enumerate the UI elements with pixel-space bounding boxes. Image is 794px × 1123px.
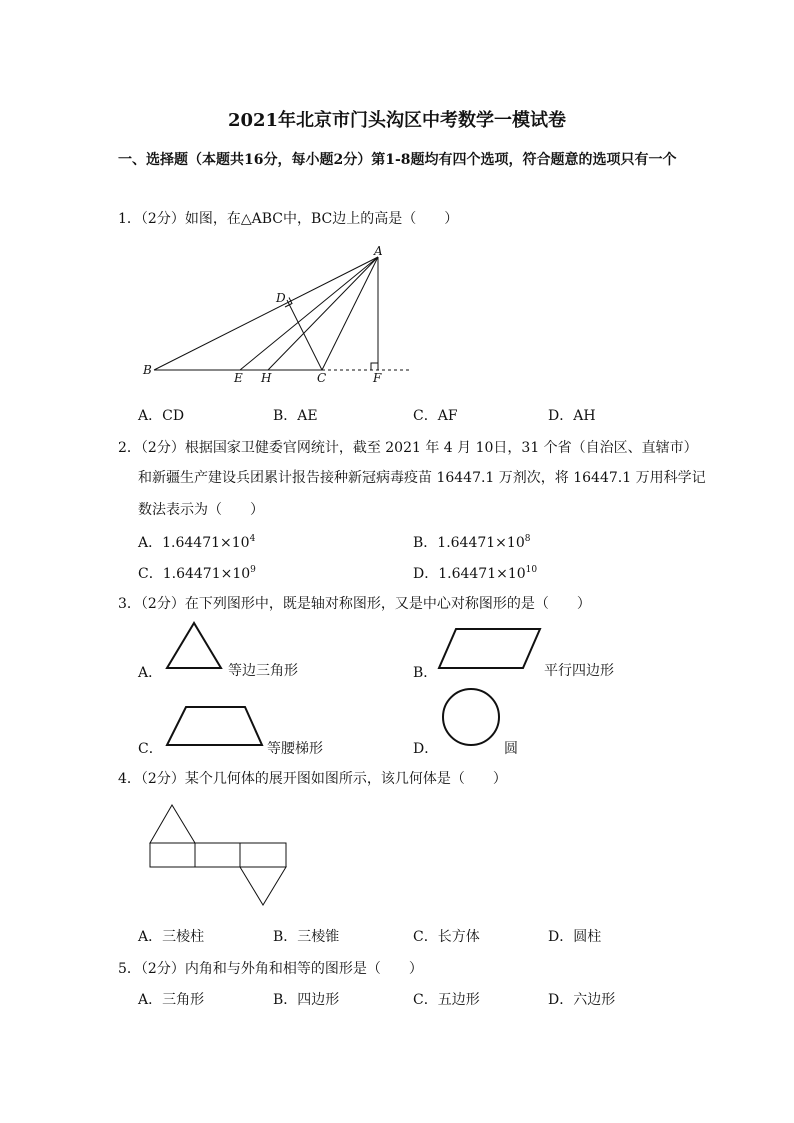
question-2-line-3: 数法表示为（ ） [138, 502, 264, 518]
q3-option-a-name: 等边三角形 [228, 663, 298, 679]
q2-option-b-exponent: 8 [524, 534, 531, 544]
q2-option-b-text: B．1.64471×10 [413, 535, 525, 551]
label-h: H [261, 371, 272, 385]
net-rect-1 [150, 843, 195, 867]
q3-option-d-name: 圆 [504, 741, 518, 757]
q3-option-a-letter[interactable]: A． [138, 665, 163, 681]
q2-option-a-exponent: 4 [249, 534, 256, 544]
q1-option-a[interactable]: A．CD [138, 408, 185, 424]
label-b: B [143, 363, 152, 377]
question-3-stem: 3．（2分）在下列图形中，既是轴对称图形，又是中心对称图形的是（ ） [118, 596, 591, 612]
q3-option-d-letter[interactable]: D． [413, 741, 439, 757]
net-bottom-triangle [240, 867, 286, 905]
label-c: C [317, 371, 327, 385]
question-4-stem: 4．（2分）某个几何体的展开图如图所示，该几何体是（ ） [118, 771, 507, 787]
q3-option-b-name: 平行四边形 [544, 663, 614, 679]
q4-option-c[interactable]: C．长方体 [413, 929, 480, 945]
q5-option-d[interactable]: D．六边形 [548, 992, 616, 1008]
q4-option-b[interactable]: B．三棱锥 [273, 929, 340, 945]
q3-option-c-name: 等腰梯形 [267, 741, 323, 757]
q2-option-c-text: C．1.64471×10 [138, 566, 251, 582]
q4-option-d[interactable]: D．圆柱 [548, 929, 602, 945]
q4-option-a[interactable]: A．三棱柱 [138, 929, 205, 945]
q5-option-b[interactable]: B．四边形 [273, 992, 340, 1008]
section-heading: 一、选择题（本题共16分，每小题2分）第1-8题均有四个选项，符合题意的选项只有一个 [118, 152, 677, 168]
q3-option-b-letter[interactable]: B． [413, 665, 438, 681]
question-2-line-2: 和新疆生产建设兵团累计报告接种新冠病毒疫苗 16447.1 万剂次，将 16447.1 万用科学记 [138, 470, 706, 486]
net-top-triangle [150, 805, 195, 843]
label-a: A [374, 244, 383, 258]
q2-option-d-exponent: 10 [525, 565, 538, 575]
label-d: D [276, 291, 286, 305]
q1-option-b[interactable]: B．AE [273, 408, 318, 424]
question-2-line-1: 2．（2分）根据国家卫健委官网统计，截至 2021 年 4 月 10日，31 个省（自治区、直辖市） [118, 440, 698, 456]
q1-option-d[interactable]: D．AH [548, 408, 596, 424]
q2-option-d-text: D．1.64471×10 [413, 566, 526, 582]
question-5-stem: 5．（2分）内角和与外角和相等的图形是（ ） [118, 961, 423, 977]
q1-option-c[interactable]: C．AF [413, 408, 458, 424]
label-e: E [234, 371, 243, 385]
q3-option-c-letter[interactable]: C． [138, 741, 163, 757]
q5-option-c[interactable]: C．五边形 [413, 992, 480, 1008]
label-f: F [373, 371, 382, 385]
q5-option-a[interactable]: A．三角形 [138, 992, 205, 1008]
page-title: 2021年北京市门头沟区中考数学一模试卷 [227, 110, 567, 131]
net-rect-2 [195, 843, 240, 867]
q2-option-a-text: A．1.64471×10 [138, 535, 250, 551]
net-rect-3 [240, 843, 286, 867]
q2-option-c-exponent: 9 [250, 565, 256, 575]
question-1-stem: 1．（2分）如图，在△ABC中，BC边上的高是（ ） [118, 211, 459, 227]
